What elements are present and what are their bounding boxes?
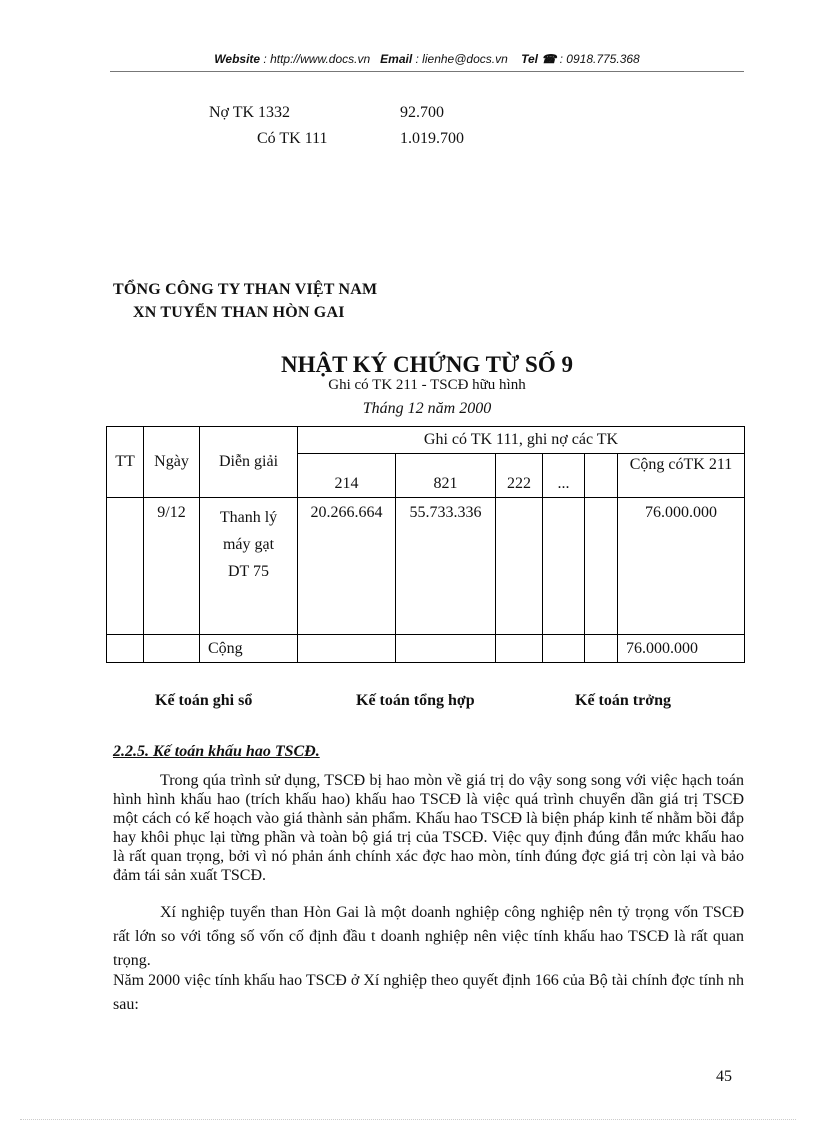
total-amount: 76.000.000 xyxy=(618,635,745,663)
total-cell-blank xyxy=(543,635,585,663)
row-desc-line: máy gạt xyxy=(222,536,275,553)
header-tk222: 222 xyxy=(496,454,543,498)
row-desc xyxy=(200,498,298,635)
total-cell-blank xyxy=(107,635,144,663)
company-name: TỔNG CÔNG TY THAN VIỆT NAM xyxy=(113,281,378,298)
row-tk821: 55.733.336 xyxy=(396,498,496,635)
header-tk214: 214 xyxy=(298,454,396,498)
total-label: Cộng xyxy=(200,635,298,663)
header-desc: Diễn giải xyxy=(200,427,298,498)
row-other xyxy=(543,498,585,635)
tel-value: : 0918.775.368 xyxy=(559,52,640,66)
email-label: Email xyxy=(380,52,413,66)
header-tk821: 821 xyxy=(396,454,496,498)
website-url[interactable]: : http://www.docs.vn xyxy=(263,52,371,66)
header-row-1 xyxy=(107,427,745,454)
header-ellipsis: ... xyxy=(543,454,585,498)
paragraph-3: Năm 2000 việc tính khấu hao TSCĐ ở Xí nghiệp theo quyết định 166 của Bộ tài chính đợc tính nh sau: xyxy=(113,972,744,1013)
total-cell-blank xyxy=(585,635,618,663)
page-header xyxy=(110,52,744,66)
total-row xyxy=(107,635,745,663)
website-label: Website xyxy=(214,52,261,66)
email-value[interactable]: : lienhe@docs.vn xyxy=(415,52,508,66)
total-cell-blank xyxy=(298,635,396,663)
paragraph-1: Trong qúa trình sử dụng, TSCĐ bị hao mòn về giá trị do vậy song song với việc hạch toán hình hình khấu hao (trích khấu hao) khấu hao TSCĐ là việc quá trình chuyển dần giá trị TSCĐ một cách có kế hoạch vào giá thành sản phẩm. Khấu hao TSCĐ là biện pháp kinh tế nhằm bồi đắp hay khôi phục lại từng phần và toàn bộ giá trị của TSCĐ. Việc quy định đúng đắn mức khấu hao là rất quan trọng, bởi vì nó phản ánh chính xác đợc hao mòn, tính đúng đợc giá trị còn lại và bảo đảm tái sản xuất TSCĐ. xyxy=(113,772,744,884)
row-tk214: 20.266.664 xyxy=(298,498,396,635)
row-blank xyxy=(585,498,618,635)
section-title: 2.2.5. Kế toán khấu hao TSCĐ. xyxy=(113,743,320,760)
total-cell-blank xyxy=(396,635,496,663)
row-tk222 xyxy=(496,498,543,635)
credit-label: Có TK 111 xyxy=(257,130,328,147)
journal-table xyxy=(106,426,745,663)
table-row xyxy=(107,498,745,635)
paragraph-2: Xí nghiệp tuyển than Hòn Gai là một doanh nghiệp công nghiệp nên tỷ trọng vốn TSCĐ rất lớn so với tổng số vốn cố định đầu t doanh nghiệp nên việc tính khấu hao TSCĐ là rất quan trọng. xyxy=(113,904,744,969)
credit-amount: 1.019.700 xyxy=(400,130,464,147)
signature-bookkeeper: Kế toán ghi sổ xyxy=(155,692,253,709)
page-number: 45 xyxy=(716,1068,732,1085)
row-desc-line: DT 75 xyxy=(227,563,270,580)
row-tt xyxy=(107,498,144,635)
header-divider xyxy=(110,71,744,72)
row-date: 9/12 xyxy=(144,498,200,635)
debit-amount: 92.700 xyxy=(400,104,444,121)
header-group: Ghi có TK 111, ghi nợ các TK xyxy=(298,427,745,454)
total-cell-blank xyxy=(144,635,200,663)
header-tt: TT xyxy=(107,427,144,498)
signature-general: Kế toán tổng hợp xyxy=(356,692,475,709)
tel-label: Tel xyxy=(521,52,538,66)
journal-month: Tháng 12 năm 2000 xyxy=(362,400,492,417)
footer-divider xyxy=(20,1119,796,1120)
unit-name: XN TUYỂN THAN HÒN GAI xyxy=(133,304,345,321)
signature-chief: Kế toán trởng xyxy=(575,692,671,709)
debit-label: Nợ TK 1332 xyxy=(209,104,291,121)
phone-icon: ☎ xyxy=(541,52,557,66)
journal-title: NHẬT KÝ CHỨNG TỪ SỐ 9 xyxy=(280,352,573,377)
row-desc-line: Thanh lý xyxy=(219,509,278,526)
journal-subtitle: Ghi có TK 211 - TSCĐ hữu hình xyxy=(328,377,526,393)
header-total: Cộng cóTK 211 xyxy=(618,454,745,498)
header-blank xyxy=(585,454,618,498)
row-total: 76.000.000 xyxy=(618,498,745,635)
total-cell-blank xyxy=(496,635,543,663)
header-date: Ngày xyxy=(144,427,200,498)
